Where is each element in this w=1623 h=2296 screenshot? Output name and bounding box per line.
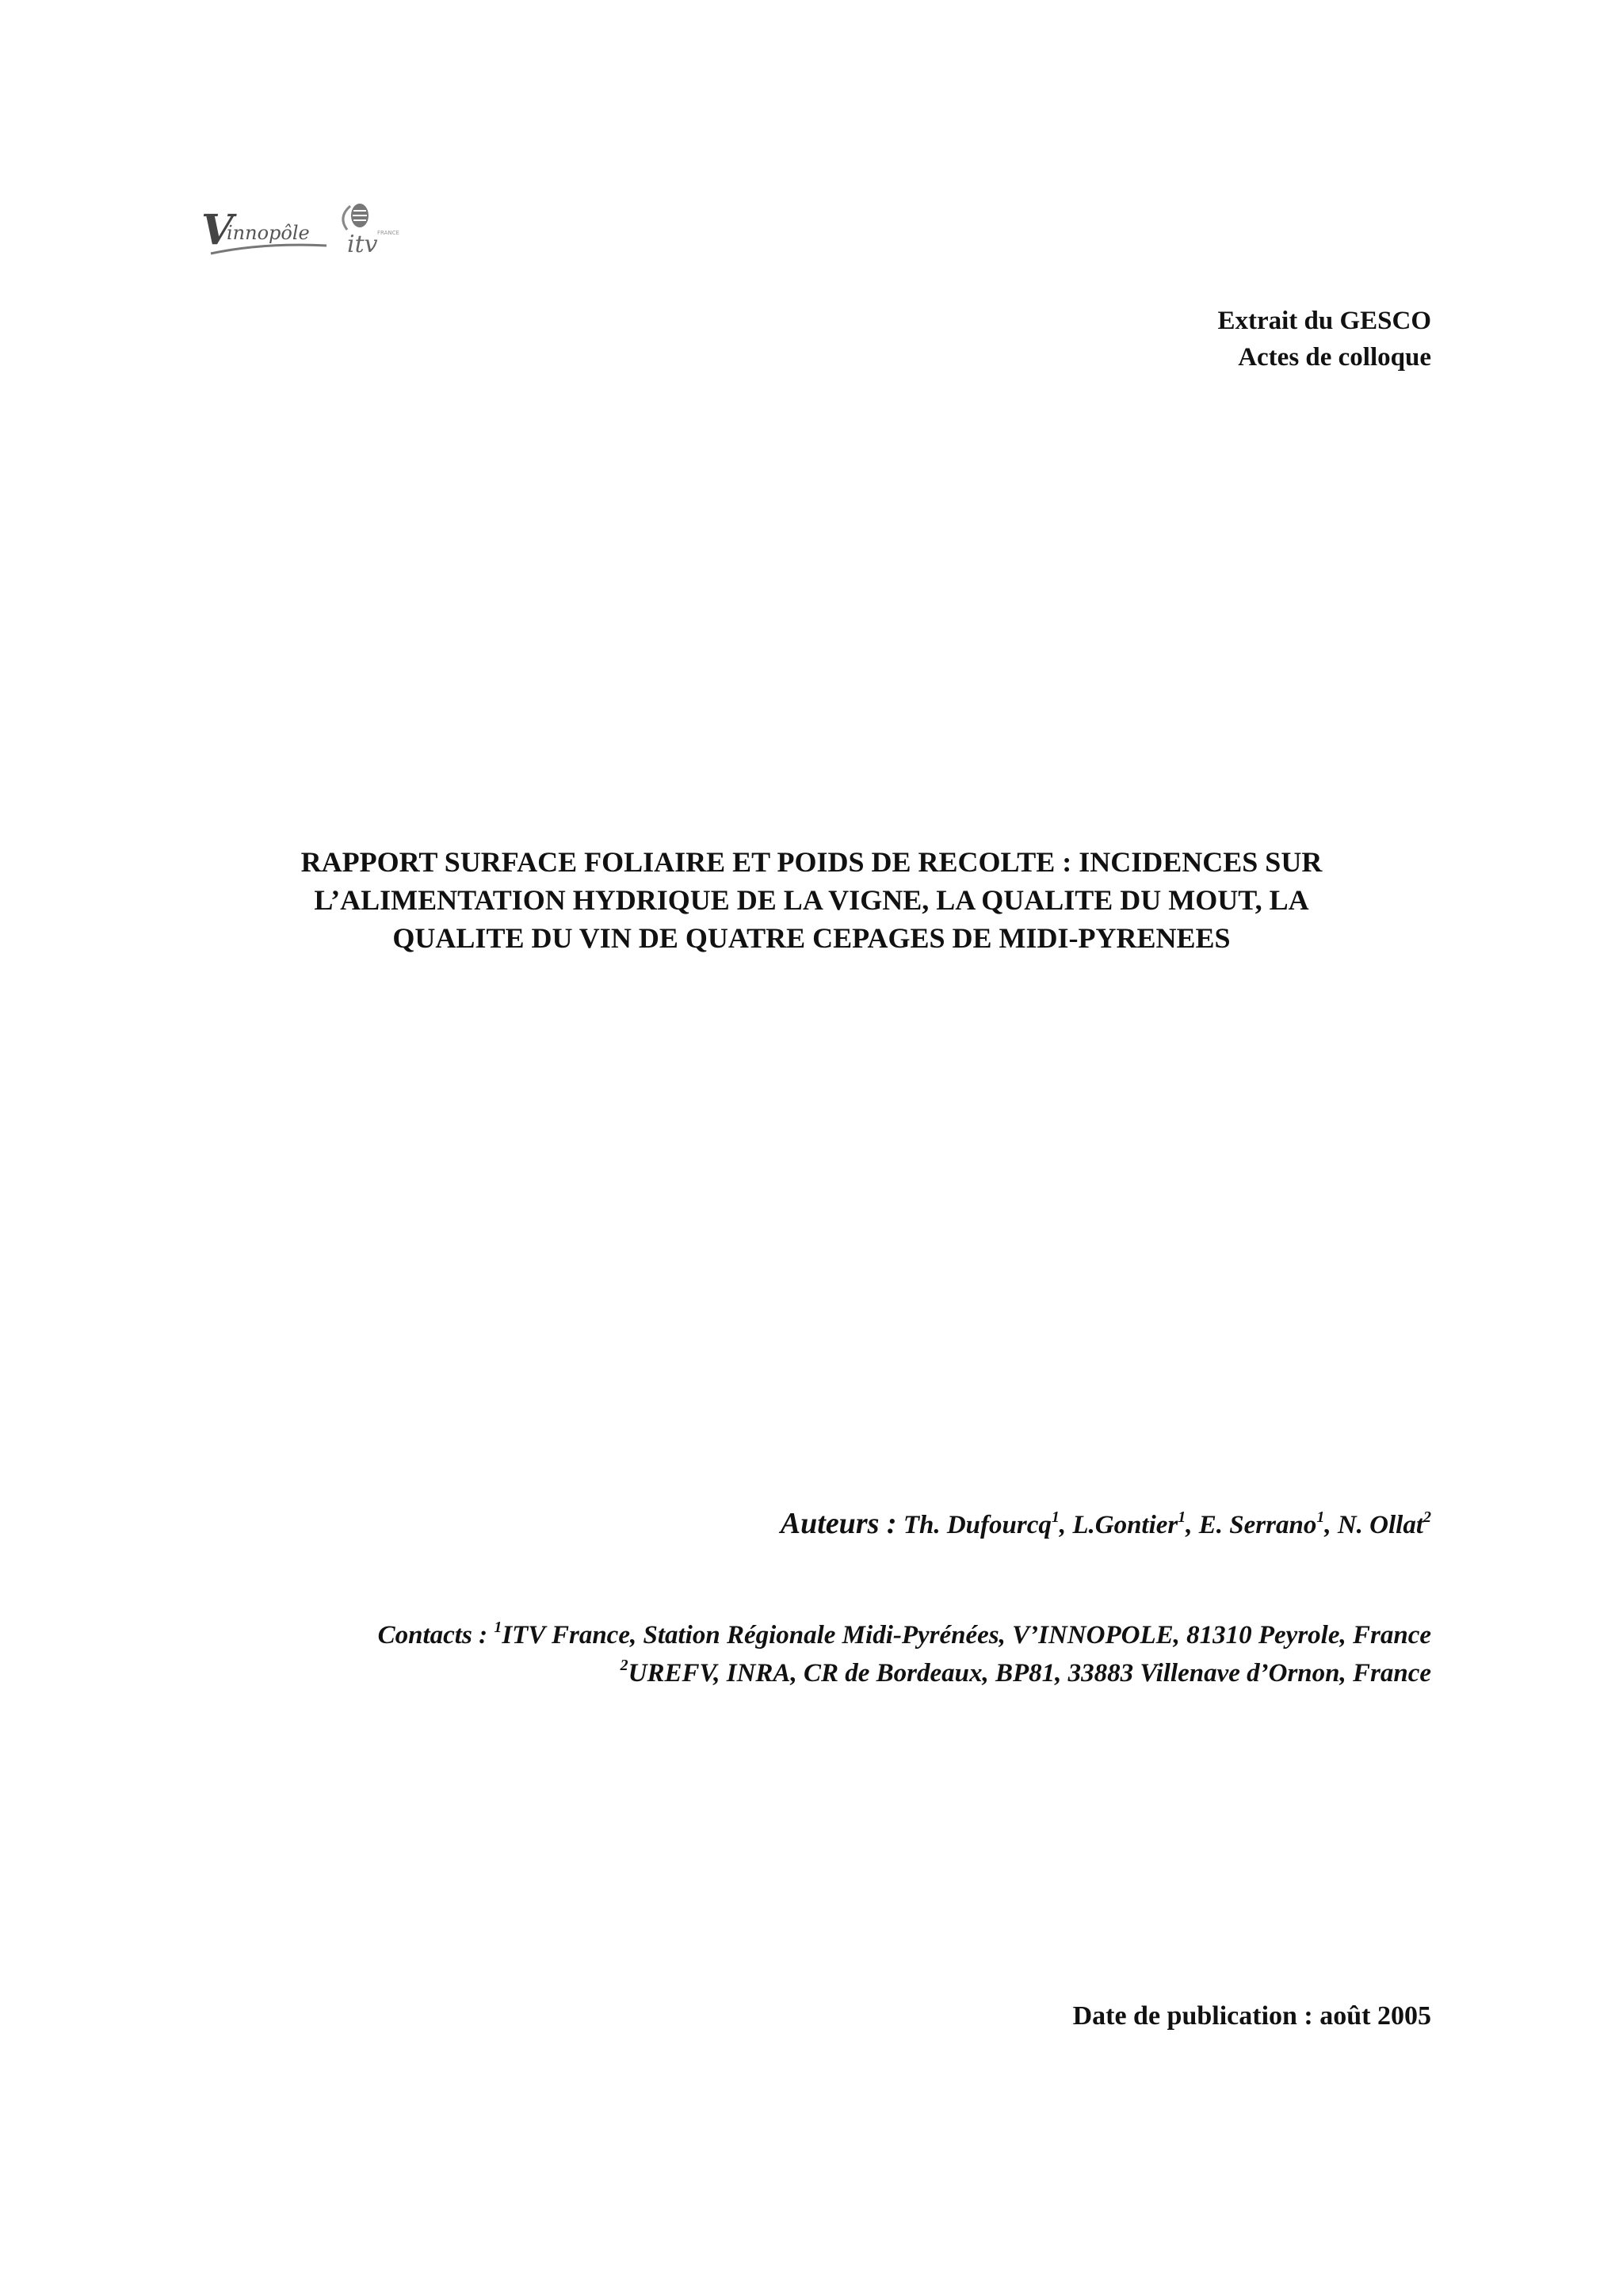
- author-affiliation: 2: [1423, 1508, 1431, 1526]
- svg-text:innopôle: innopôle: [227, 222, 310, 244]
- author-name: N. Ollat: [1337, 1511, 1423, 1539]
- author-name: E. Serrano: [1198, 1511, 1317, 1539]
- contact-line-2: [378, 1654, 1431, 1692]
- contact-affiliation: 2: [620, 1657, 628, 1674]
- author-name: Th. Dufourcq: [903, 1511, 1052, 1539]
- contacts-label: Contacts :: [377, 1621, 488, 1650]
- title-line-3: QUALITE DU VIN DE QUATRE CEPAGES DE MIDI-PYRENEES: [392, 922, 1231, 954]
- publication-date: Date de publication : août 2005: [1072, 2001, 1431, 2031]
- contact-line-1: [378, 1616, 1431, 1654]
- author-name: L.Gontier: [1072, 1511, 1178, 1539]
- contact-text: UREFV, INRA, CR de Bordeaux, BP81, 33883 Villenave d’Ornon, France: [628, 1659, 1431, 1688]
- authors-line: Auteurs : Th. Dufourcq$^1$, L.Gontier$^1$, E. Serrano$^1$, N. Ollat$^2$: [780, 1507, 1431, 1540]
- source-block: [1217, 303, 1431, 376]
- title-line-1: RAPPORT SURFACE FOLIAIRE ET POIDS DE RECOLTE : INCIDENCES SUR: [300, 846, 1323, 878]
- document-title: [158, 843, 1465, 957]
- authors-label: Auteurs :: [780, 1507, 897, 1540]
- author-affiliation: 1: [1178, 1508, 1186, 1526]
- itv-logo: [333, 200, 412, 263]
- contacts-block: [378, 1616, 1431, 1692]
- author-affiliation: 1: [1316, 1508, 1325, 1526]
- source-line-1: Extrait du GESCO: [1217, 307, 1431, 335]
- svg-text:itv: itv: [347, 231, 378, 258]
- source-line-2: Actes de colloque: [1238, 343, 1431, 372]
- contact-affiliation: 1: [494, 1619, 502, 1636]
- vinnopole-logo: [200, 208, 334, 263]
- svg-text:FRANCE: FRANCE: [377, 230, 399, 236]
- author-affiliation: 1: [1051, 1508, 1060, 1526]
- header-logos: [200, 200, 414, 265]
- contact-text: ITV France, Station Régionale Midi-Pyrénées, V’INNOPOLE, 81310 Peyrole, France: [502, 1621, 1431, 1650]
- svg-text:V: V: [201, 208, 234, 254]
- title-line-2: L’ALIMENTATION HYDRIQUE DE LA VIGNE, LA QUALITE DU MOUT, LA: [314, 884, 1309, 916]
